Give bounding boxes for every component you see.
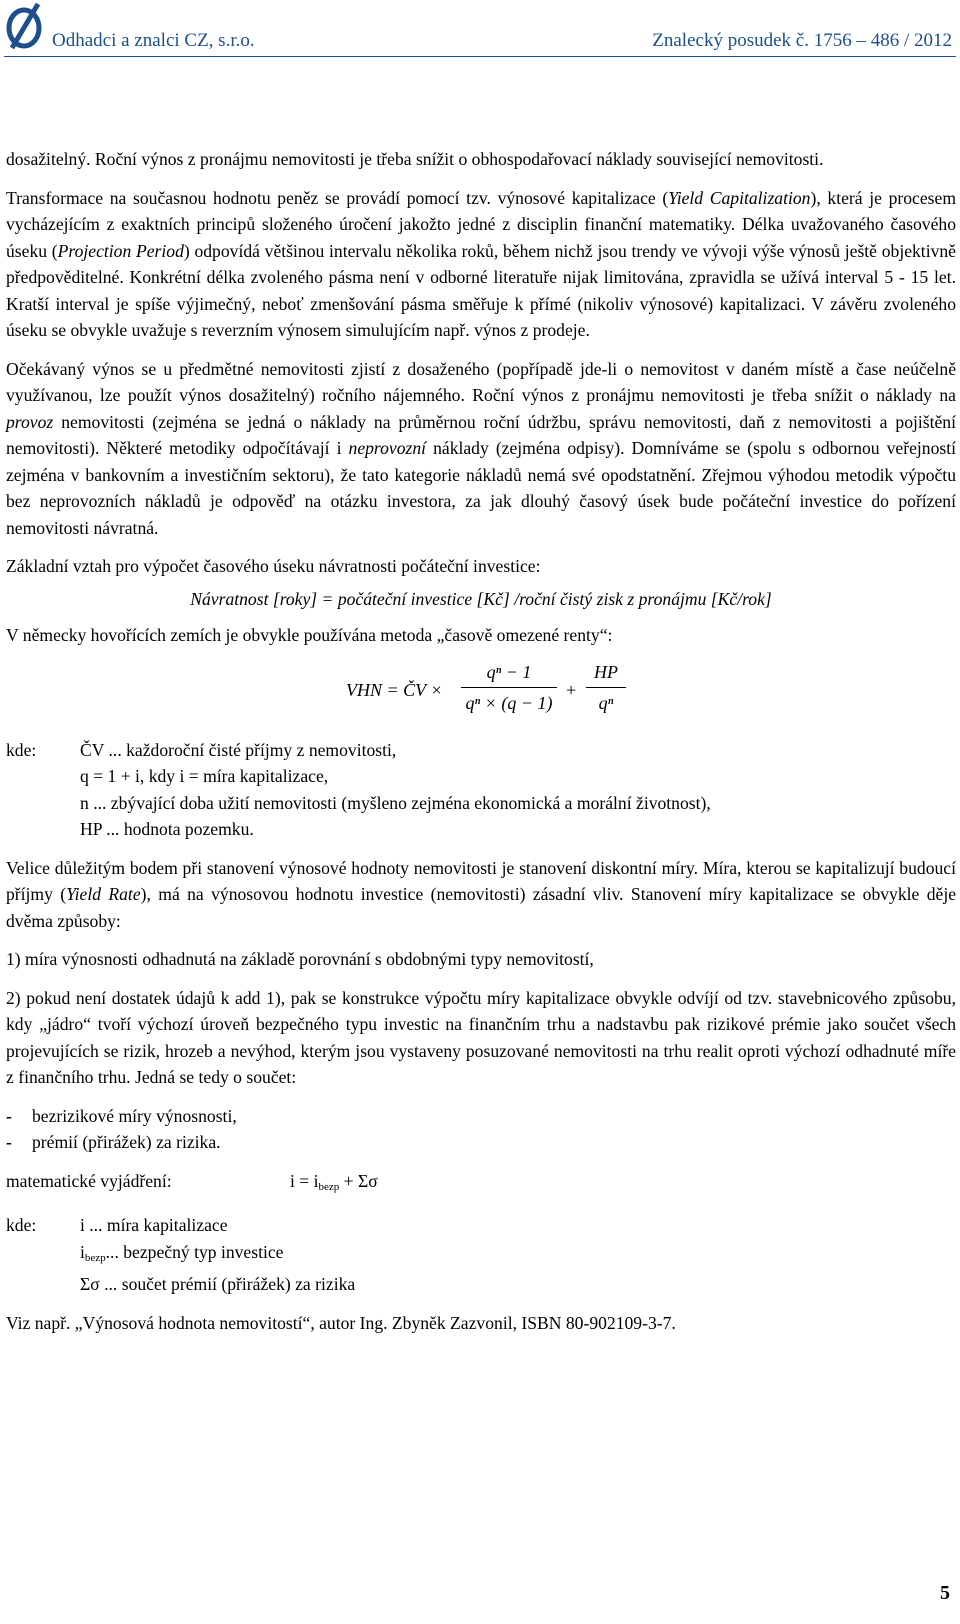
math-formula: $i = i_{bezp} + \Sigma\sigma$: [290, 1170, 378, 1193]
payback-formula: Návratnost [roky] = počáteční investice [Kč] /roční čistý zisk z pronájmu [Kč/rok]: [190, 588, 772, 609]
definition-item: i ... míra kapitalizace: [80, 1215, 228, 1235]
page-number: 5: [940, 1582, 950, 1604]
paragraph-2: Transformace na současnou hodnotu peněz se provádí pomocí tzv. výnosové kapitalizace (Yield Capitalization), která je procesem vycházejícím z exaktních principů složeného úročení jakožto jedné z disciplin finanční matematiky. Délka uvažovaného časového úseku (Projection Period) odpovídá většinou intervalu několika roků, během nichž jsou trendy ve vývoji výše výnosů ještě objektivně předpověditelné. Konkrétní délka zvoleného pásma není v odborné literatuře nijak limitována, zpravidla se užívá interval 5 - 15 let. Kratší interval je spíše výjimečný, neboť zmenšování pásma směřuje k přímé (nikoliv výnosové) kapitalizaci. V závěru zvoleného úseku se obvykle uvažuje s reverzním výnosem simulujícím např. výnos z prodeje.: [6, 187, 957, 340]
definition-item: ČV ... každoroční čisté příjmy z nemovitosti,: [80, 739, 397, 760]
definition-item: $i_{bezp}$... bezpečný typ investice: [80, 1241, 284, 1264]
definitions-list: [80, 737, 956, 843]
company-logo-icon: [4, 2, 46, 50]
variable-definitions-2: [6, 1212, 956, 1298]
fraction-1-denominator: qⁿ × (q − 1): [465, 693, 553, 713]
fraction-2-denominator: qⁿ: [598, 693, 614, 713]
page-body: [6, 146, 956, 1348]
list-item: - bezrizikové míry výnosnosti,: [6, 1105, 237, 1126]
math-label: matematické vyjádření:: [6, 1170, 172, 1191]
company-name: Odhadci a znalci CZ, s.r.o.: [52, 30, 255, 51]
definition-item: q = 1 + i, kdy i = míra kapitalizace,: [80, 766, 329, 786]
fraction-1-numerator: qⁿ − 1: [461, 659, 557, 689]
paragraph-4: Základní vztah pro výpočet časového úseku návratnosti počáteční investice:: [6, 556, 541, 576]
bullet-list: [6, 1103, 956, 1156]
list-item: - prémií (přirážek) za rizika.: [6, 1132, 221, 1152]
definitions-label: kde:: [6, 1215, 37, 1235]
definitions-label: kde:: [6, 739, 37, 760]
equation-fraction-1: [461, 659, 557, 717]
definition-item: n ... zbývající doba užití nemovitosti (myšleno zejména ekonomická a morální životnost),: [80, 792, 711, 813]
page-header: [0, 0, 960, 60]
definitions-list: [80, 1212, 956, 1298]
math-expression: [6, 1168, 956, 1201]
header-divider: [4, 56, 956, 57]
equation-plus: +: [566, 679, 577, 700]
paragraph-1: dosažitelný. Roční výnos z pronájmu nemovitosti je třeba snížit o obhospodařovací náklady související nemovitosti.: [6, 149, 824, 169]
equation-lhs: VHN = ČV ×: [346, 679, 443, 700]
annuity-equation: [6, 653, 956, 733]
report-number: Znalecký posudek č. 1756 – 486 / 2012: [652, 30, 952, 51]
equation-fraction-2: [586, 659, 626, 717]
definition-item: HP ... hodnota pozemku.: [80, 819, 254, 839]
variable-definitions-1: [6, 737, 956, 843]
paragraph-5: V německy hovořících zemích je obvykle používána metoda „časově omezené renty“:: [6, 625, 613, 645]
paragraph-8: 2) pokud není dostatek údajů k add 1), pak se konstrukce výpočtu míry kapitalizace obvykle odvíjí od tzv. stavebnicového způsobu, kdy „jádro“ tvoří výchozí úroveň bezpečného typu investic na finančním trhu a nadstavbu pak rizikové prémie jako součet všech projevujících se rizik, hrozeb a nevýhod, kterým jsou vystaveny posuzované nemovitosti na trhu realit oproti výchozí odhadnuté míře z finančního trhu. Jedná se tedy o součet:: [6, 987, 956, 1087]
paragraph-6: Velice důležitým bodem při stanovení výnosové hodnoty nemovitosti je stanovení diskontní míry. Míra, kterou se kapitalizují budoucí příjmy (Yield Rate), má na výnosovou hodnotu investice (nemovitosti) zásadní vliv. Stanovení míry kapitalizace se obvykle děje dvěma způsoby:: [6, 857, 957, 931]
fraction-2-numerator: HP: [586, 659, 626, 689]
reference-paragraph: Viz např. „Výnosová hodnota nemovitostí“, autor Ing. Zbyněk Zazvonil, ISBN 80-902109-3-7.: [6, 1312, 676, 1333]
paragraph-7: 1) míra výnosnosti odhadnutá na základě porovnání s obdobnými typy nemovitostí,: [6, 949, 594, 969]
definition-item: Σσ ... součet prémií (přirážek) za rizika: [80, 1274, 356, 1294]
paragraph-3: Očekávaný výnos se u předmětné nemovitosti zjistí z dosaženého (popřípadě jde-li o nemovitost v daném místě a čase neúčelně využívanou, lze použít výnos dosažitelný) ročního nájemného. Roční výnos z pronájmu nemovitosti je třeba snížit o náklady na provoz nemovitosti (zejména se jedná o náklady na průměrnou roční údržbu, správu nemovitosti, daň z nemovitosti a pojištění nemovitosti). Některé metodiky odpočítávají i neprovozní náklady (zejména odpisy). Domníváme se (spolu s odbornou veřejností zejména v bankovním a investičním sektoru), že tato kategorie nákladů nemá své opodstatnění. Zřejmou výhodou metodik výpočtu bez neprovozních nákladů je odpověď na otázku investora, za jak dlouhý časový úsek bude počáteční investice do pořízení nemovitosti návratná.: [6, 358, 956, 538]
